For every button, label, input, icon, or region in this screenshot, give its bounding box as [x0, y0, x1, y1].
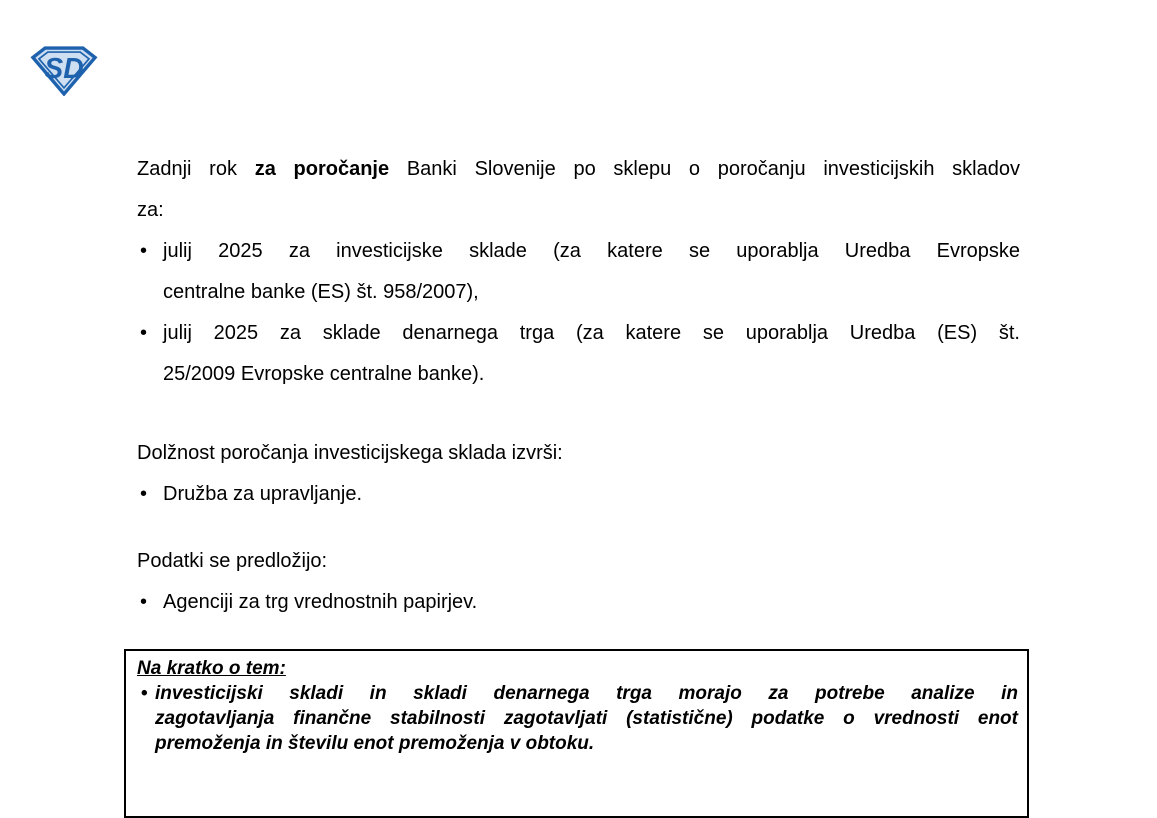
text-segment: zagotavljanja finančne stabilnosti zagotavljati (statistične) podatke o vrednosti enot	[155, 708, 1018, 729]
text-segment: centralne banke (ES) št. 958/2007),	[163, 281, 479, 303]
bullet-marker: •	[140, 322, 148, 344]
document-content	[137, 0, 1020, 818]
deadline-list	[137, 231, 1020, 395]
list-item-text: Agenciji za trg vrednostnih papirjev.	[163, 591, 478, 613]
logo-letters: SD	[44, 52, 84, 85]
text-line	[155, 731, 1018, 756]
sd-diamond-logo	[30, 46, 98, 96]
text-segment: julij 2025 za investicijske sklade (za katere se uporablja Uredba Evropske	[163, 240, 1020, 262]
info-box	[124, 649, 1029, 818]
text-line	[137, 149, 1020, 190]
text-line	[163, 313, 1020, 354]
info-box-title: Na kratko o tem:	[137, 658, 286, 679]
list-item-text	[163, 313, 1020, 395]
list-item-submission	[137, 582, 1020, 623]
bullet-marker: •	[141, 683, 148, 704]
text-segment: investicijski skladi in skladi denarnega trga morajo za potrebe analize in	[155, 683, 1018, 704]
info-box-list-item	[137, 681, 1018, 756]
bullet-marker: •	[140, 483, 148, 505]
text-line	[163, 231, 1020, 272]
text-segment: 25/2009 Evropske centralne banke).	[163, 363, 485, 385]
duty-heading: Dolžnost poročanja investicijskega sklada izvrši:	[137, 442, 563, 464]
bullet-marker: •	[140, 240, 148, 262]
bullet-marker: •	[140, 591, 148, 613]
list-item-text: Družba za upravljanje.	[163, 483, 362, 505]
list-item-text	[163, 231, 1020, 313]
list-item-duty	[137, 474, 1020, 515]
text-segment: premoženja in številu enot premoženja v obtoku.	[155, 733, 595, 754]
list-item-deadline-money-market-funds	[137, 313, 1020, 395]
info-box-list-item-text	[155, 681, 1018, 756]
intro-paragraph	[137, 149, 1020, 231]
text-line	[155, 706, 1018, 731]
text-segment: julij 2025 za sklade denarnega trga (za katere se uporablja Uredba (ES) št.	[163, 322, 1020, 344]
sd-diamond-logo-graphic	[30, 46, 98, 96]
text-segment: za:	[137, 199, 164, 221]
text-line	[163, 354, 1020, 395]
text-segment: Banki Slovenije po sklepu o poročanju investicijskih skladov	[389, 158, 1020, 180]
text-segment: za poročanje	[254, 158, 390, 180]
submission-heading: Podatki se predložijo:	[137, 550, 328, 572]
text-line	[137, 190, 1020, 231]
list-item-deadline-investment-funds	[137, 231, 1020, 313]
text-line	[163, 272, 1020, 313]
text-line	[155, 681, 1018, 706]
text-segment: Zadnji rok	[137, 158, 255, 180]
